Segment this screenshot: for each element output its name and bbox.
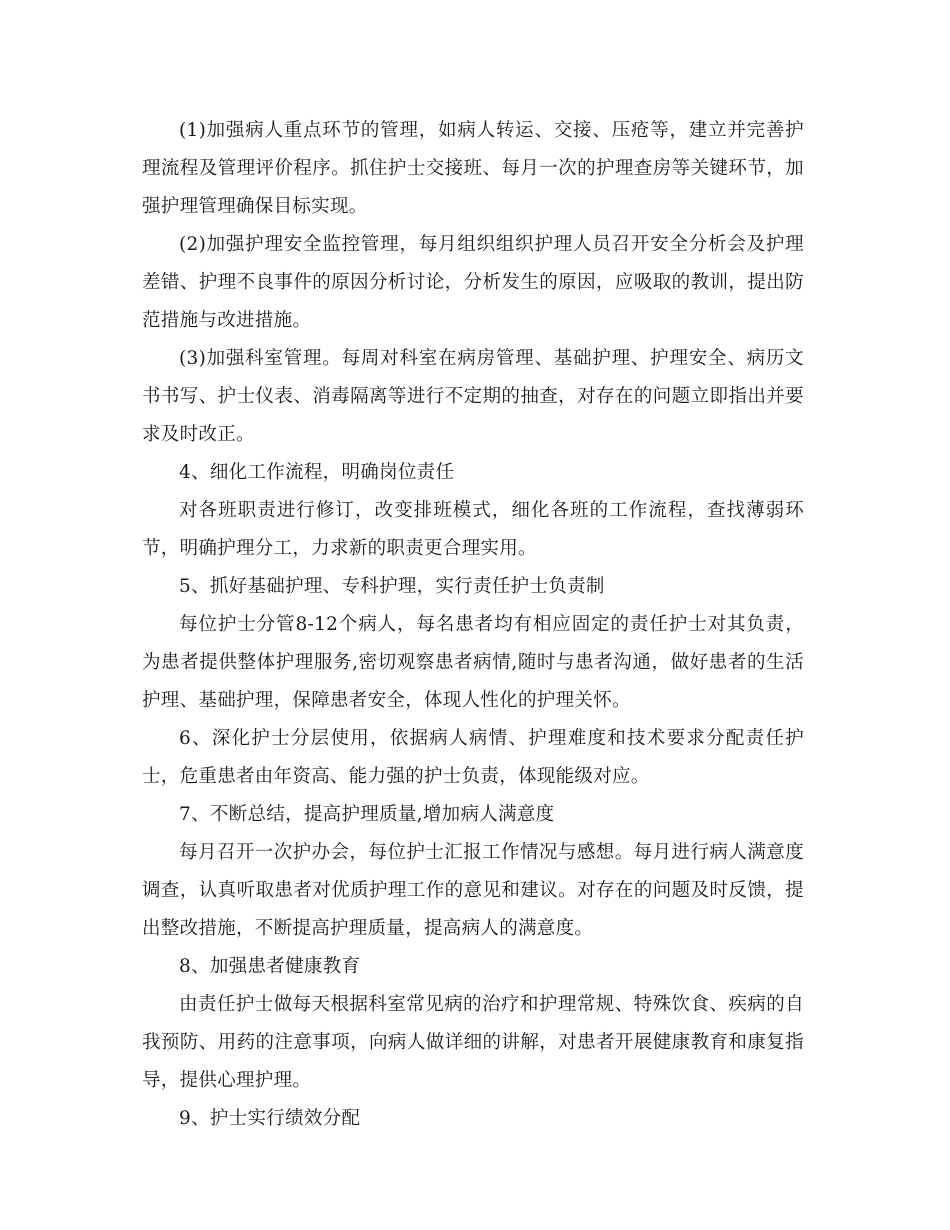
section-heading-5: 5、抓好基础护理、专科护理，实行责任护士负责制 <box>179 576 605 597</box>
paragraph-item-4: 对各班职责进行修订，改变排班模式，细化各班的工作流程，查找薄弱环节，明确护理分工，力求新的职责更合理实用。 <box>142 500 804 559</box>
paragraph-item-7: 每月召开一次护办会，每位护士汇报工作情况与感想。每月进行病人满意度调查，认真听取患者对优质护理工作的意见和建议。对存在的问题及时反馈，提出整改措施，不断提高护理质量，提高病人的满意度。 <box>142 842 804 939</box>
section-heading-8: 8、加强患者健康教育 <box>179 956 361 977</box>
paragraph-item-1: (1)加强病人重点环节的管理，如病人转运、交接、压疮等，建立并完善护理流程及管理评价程序。抓住护士交接班、每月一次的护理查房等关键环节，加强护理管理确保目标实现。 <box>142 120 804 217</box>
section-heading-7: 7、不断总结，提高护理质量,增加病人满意度 <box>179 804 555 825</box>
paragraph-item-2: (2)加强护理安全监控管理，每月组织组织护理人员召开安全分析会及护理差错、护理不良事件的原因分析讨论，分析发生的原因，应吸取的教训，提出防范措施与改进措施。 <box>142 234 804 331</box>
paragraph-item-5: 每位护士分管8-12个病人，每名患者均有相应固定的责任护士对其负责，为患者提供整体护理服务,密切观察患者病情,随时与患者沟通，做好患者的生活护理、基础护理，保障患者安全，体现人性化的护理关怀。 <box>142 614 804 711</box>
document-body <box>142 112 804 1138</box>
paragraph-item-8: 由责任护士做每天根据科室常见病的治疗和护理常规、特殊饮食、疾病的自我预防、用药的注意事项，向病人做详细的讲解，对患者开展健康教育和康复指导，提供心理护理。 <box>142 994 804 1091</box>
section-heading-9: 9、护士实行绩效分配 <box>179 1108 361 1129</box>
paragraph-item-3: (3)加强科室管理。每周对科室在病房管理、基础护理、护理安全、病历文书书写、护士仪表、消毒隔离等进行不定期的抽查，对存在的问题立即指出并要求及时改正。 <box>142 348 804 445</box>
section-heading-6: 6、深化护士分层使用，依据病人病情、护理难度和技术要求分配责任护士，危重患者由年资高、能力强的护士负责，体现能级对应。 <box>142 728 804 787</box>
section-heading-4: 4、细化工作流程，明确岗位责任 <box>179 462 455 483</box>
